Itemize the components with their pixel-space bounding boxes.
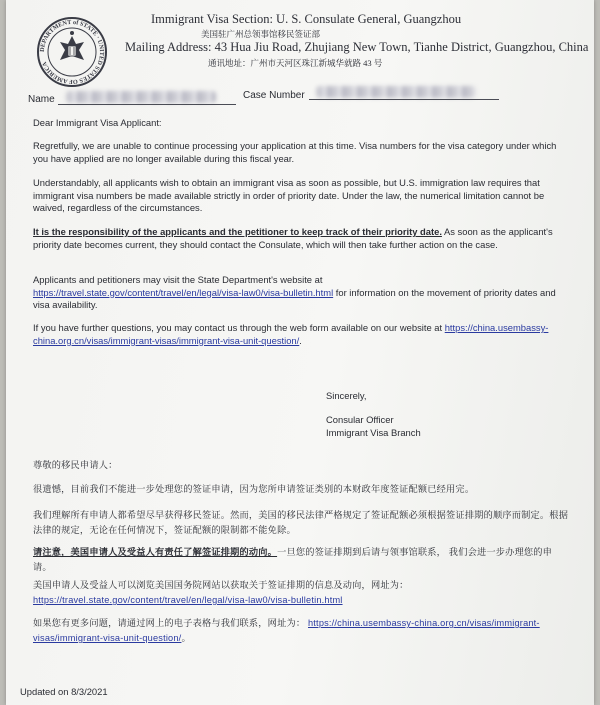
visa-bulletin-link-en[interactable]: https://travel.state.gov/content/travel/en/legal/visa-law0/visa-bulletin.html — [33, 286, 334, 298]
header-mailing-address-zh: 通讯地址：广州市天河区珠江新城华就路 43 号 — [208, 58, 383, 68]
paragraph-en-5 — [33, 322, 569, 347]
updated-date: Updated on 8/3/2021 — [20, 686, 108, 697]
visa-bulletin-link-zh[interactable]: https://travel.state.gov/content/travel/en/legal/visa-law0/visa-bulletin.html — [33, 595, 343, 605]
paragraph-en-5-post: . — [299, 334, 302, 346]
paragraph-zh-3 — [33, 545, 569, 575]
paragraph-en-3-rest: As soon as the applicant's priority date becomes current, they should contact the Consulate, which will then take further action on the case. — [33, 226, 553, 250]
svg-text:DEPARTMENT of STATE · UNITED S: DEPARTMENT of STATE · UNITED STATES OF AMERICA — [38, 18, 106, 86]
paragraph-en-1: Regretfully, we are unable to continue processing your application at this time. Visa numbers for the visa category under which you have applied are no longer available during this fiscal year. — [33, 140, 557, 164]
signer-title: Consular Officer — [326, 414, 394, 425]
paragraph-zh-5-pre: 如果您有更多问题，请通过网上的电子表格与我们联系，网址为： — [33, 618, 308, 628]
signer-department: Immigrant Visa Branch — [326, 427, 421, 438]
name-underline — [58, 104, 236, 105]
paragraph-en-4 — [33, 274, 569, 312]
responsibility-notice-en: It is the responsibility of the applicants and the petitioner to keep track of their priority date. — [33, 226, 442, 237]
paragraph-zh-4-text: 美国申请人及受益人可以浏览美国国务院网站以获取关于签证排期的信息及动向，网址为： — [33, 580, 409, 590]
header-section-title: Immigrant Visa Section: U. S. Consulate General, Guangzhou — [151, 12, 462, 26]
closing-sincerely: Sincerely, — [326, 390, 367, 401]
header-mailing-address: Mailing Address: 43 Hua Jiu Road, Zhujiang New Town, Tianhe District, Guangzhou, China — [125, 40, 589, 54]
responsibility-notice-zh: 请注意，美国申请人及受益人有责任了解签证排期的动向。 — [33, 547, 278, 557]
name-redacted — [66, 91, 216, 103]
web-form-link-en[interactable]: https://china.usembassy-china.org.cn/visas/immigrant-visas/immigrant-visa-unit-question/ — [33, 322, 549, 346]
header-section-title-zh: 美国驻广州总领事馆移民签证部 — [201, 29, 321, 39]
letter-sheet — [6, 0, 594, 705]
paragraph-en-4-pre: Applicants and petitioners may visit the State Department's website at — [33, 274, 323, 285]
paragraph-en-4-post: for information on the movement of priority dates and visa availability. — [33, 286, 556, 311]
paragraph-en-3 — [33, 226, 569, 251]
case-number-underline — [309, 99, 499, 100]
paragraph-zh-1: 很遗憾，目前我们不能进一步处理您的签证申请，因为您所申请签证类别的本财政年度签证配额已经用完。 — [33, 484, 475, 494]
salutation-en: Dear Immigrant Visa Applicant: — [33, 117, 162, 128]
name-label: Name — [28, 94, 55, 105]
paragraph-zh-2: 我们理解所有申请人都希望尽早获得移民签证。然而，美国的移民法律严格规定了签证配额必须根据签证排期的顺序而制定。根据法律的规定，无论在任何情况下，签证配额的限制都不能免除。 — [33, 510, 569, 535]
salutation-zh: 尊敬的移民申请人： — [33, 460, 118, 470]
paragraph-zh-5 — [33, 616, 569, 646]
case-number-redacted — [316, 86, 476, 98]
department-of-state-seal-icon — [36, 16, 108, 88]
paragraph-en-2: Understandably, all applicants wish to obtain an immigrant visa as soon as possible, but U.S. immigration law requires that immigrant visa numbers be made available strictly in order of priority date. Under the law, the numerical limitation cannot be waived, regardless of the circumstances. — [33, 177, 545, 214]
paragraph-en-5-pre: If you have further questions, you may contact us through the web form available on our website at — [33, 322, 445, 333]
paragraph-zh-3-rest: 一旦您的签证排期到后请与领事馆联系， 我们会进一步办理您的申请。 — [33, 547, 553, 572]
web-form-link-zh[interactable]: https://china.usembassy-china.org.cn/visas/immigrant-visas/immigrant-visa-unit-question/ — [33, 618, 540, 643]
paragraph-zh-5-post: 。 — [181, 633, 191, 643]
case-number-label: Case Number — [243, 90, 305, 101]
paragraph-zh-4 — [33, 578, 569, 608]
